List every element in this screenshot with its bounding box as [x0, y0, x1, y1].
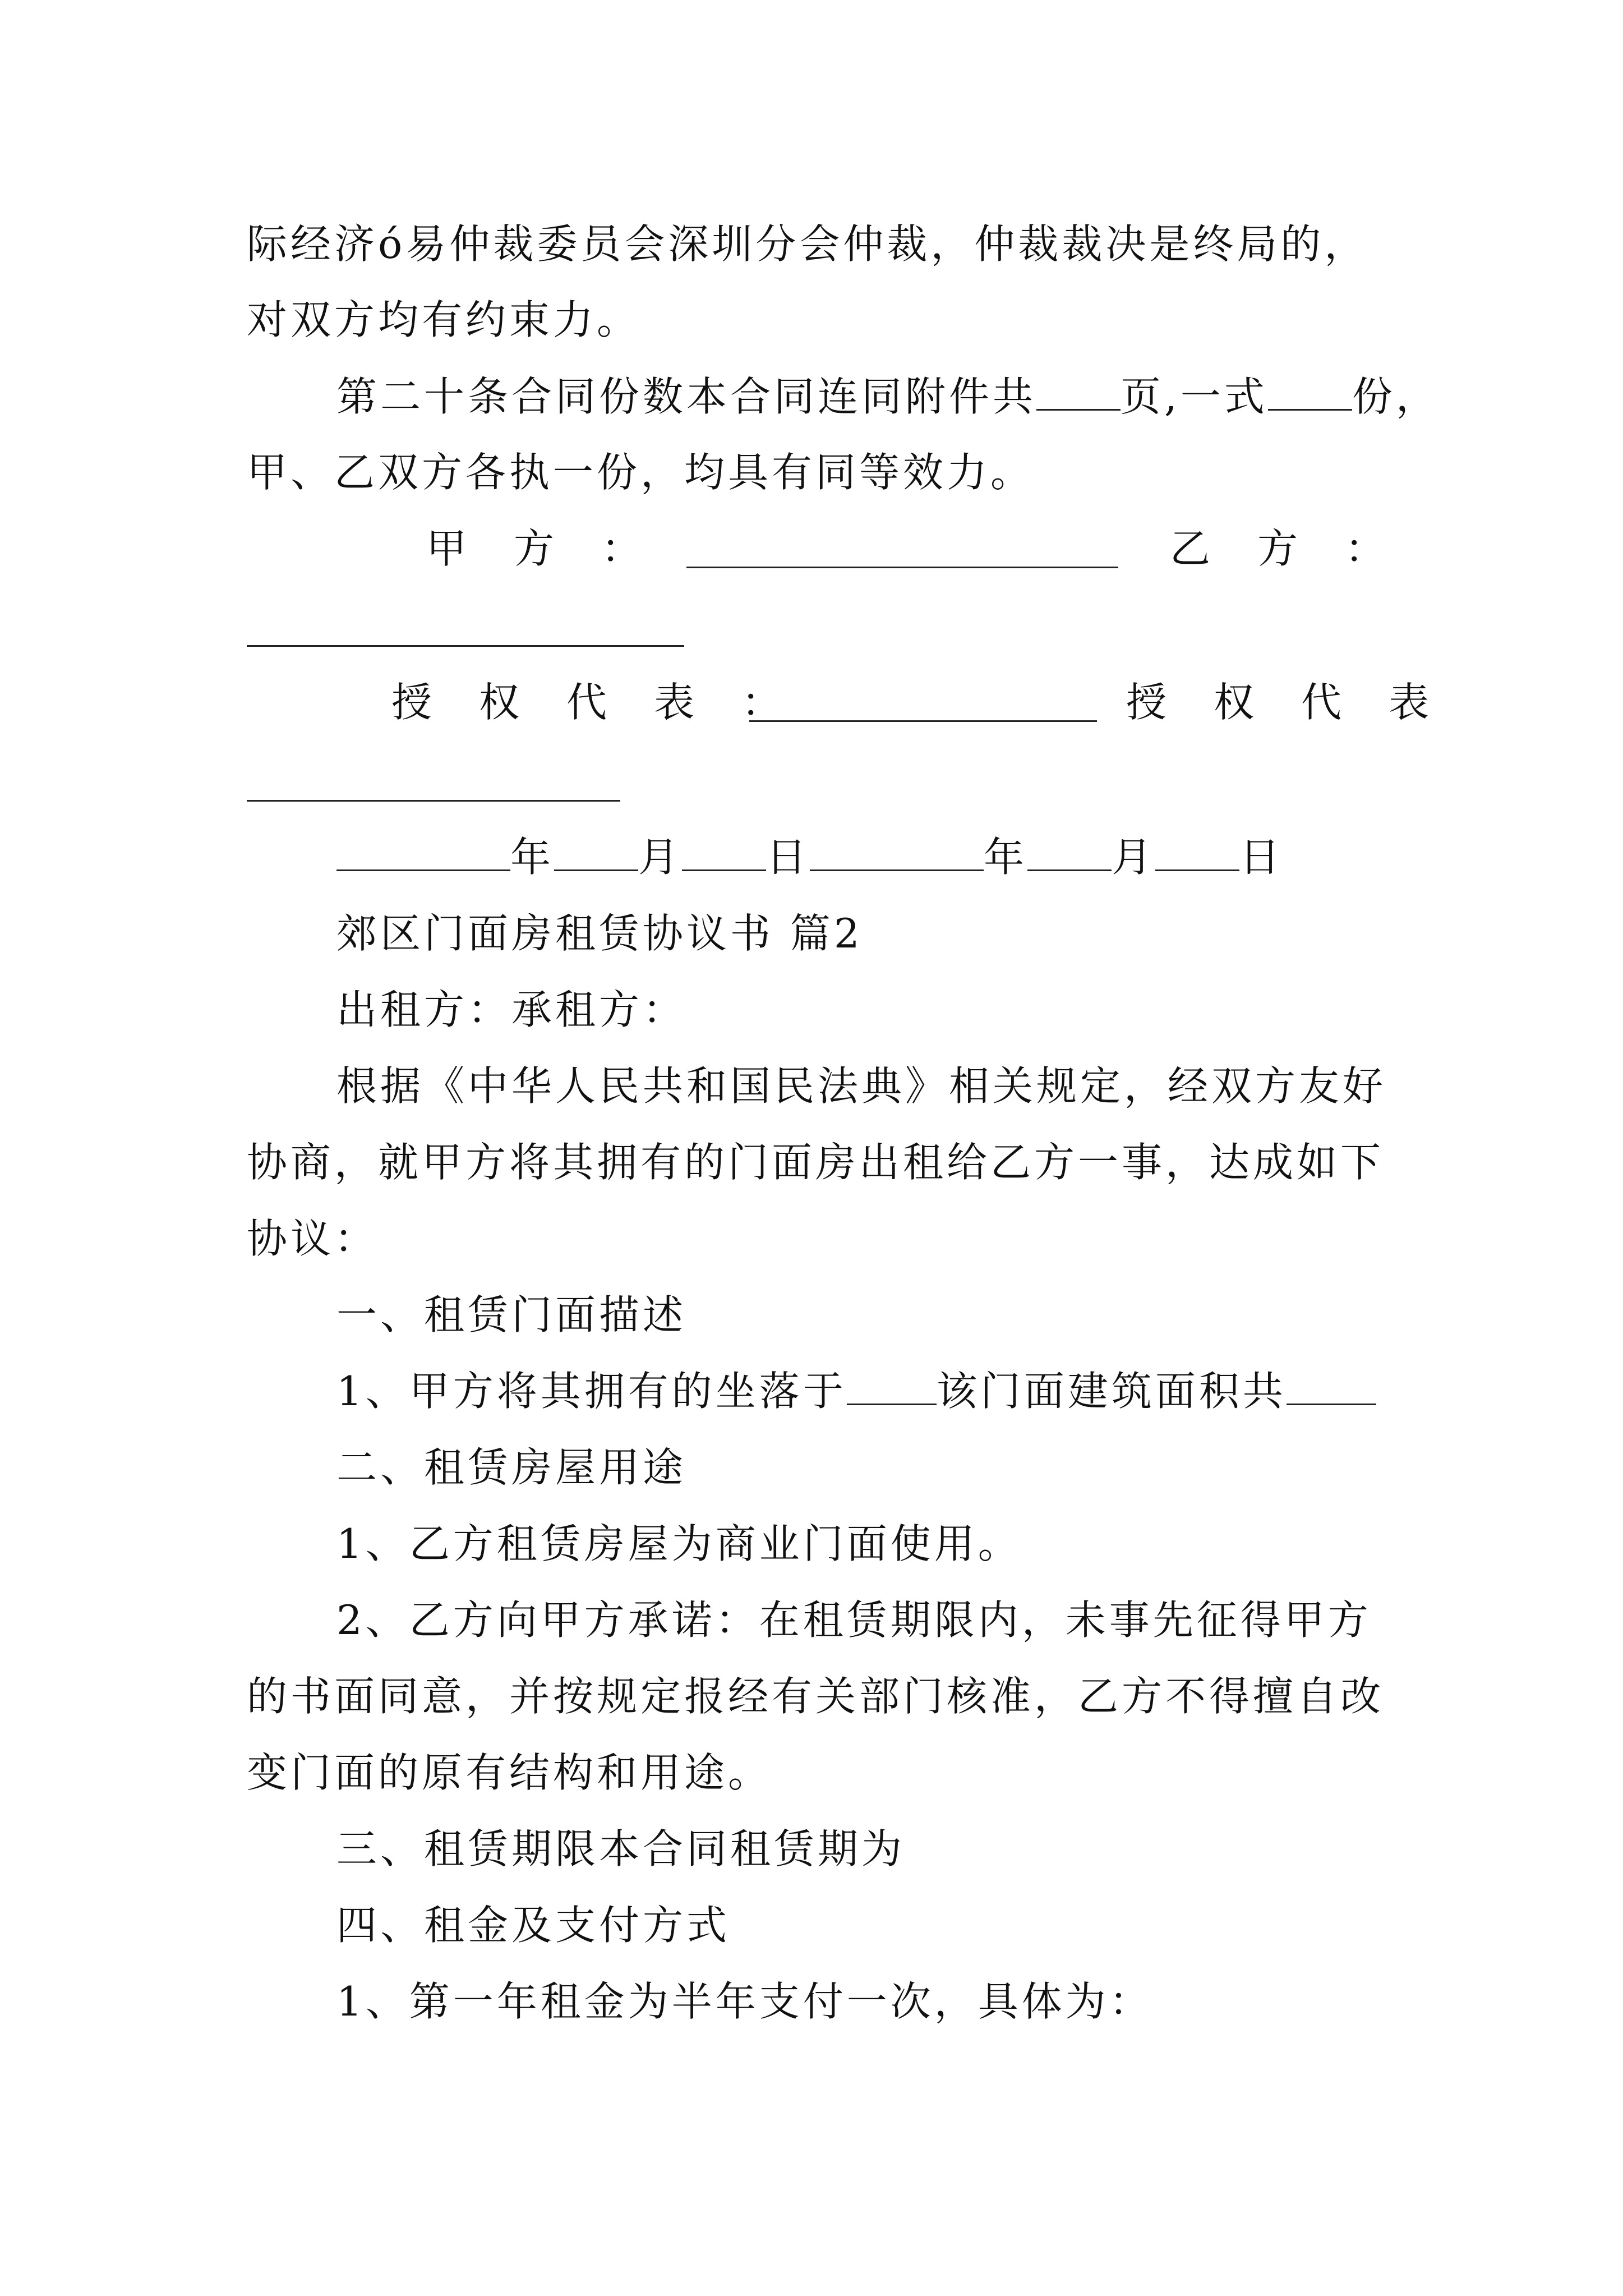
agreement-2-title: 郊区门面房租赁协议书 篇2 — [336, 910, 863, 957]
day-blank-a — [682, 835, 766, 871]
location-text: 1、甲方将其拥有的坐落于 — [336, 1368, 847, 1415]
year-blank-a — [336, 835, 510, 871]
year-label: 年 — [984, 834, 1028, 881]
pages-blank — [1036, 374, 1121, 411]
copies-text: 页,一式 — [1121, 373, 1268, 420]
section-1-item-1 — [336, 1363, 1376, 1419]
day-label: 日 — [766, 834, 810, 881]
contract-text-line: 际经济ó易仲裁委员会深圳分会仲裁，仲裁裁决是终局的， — [247, 220, 1368, 268]
date-line — [336, 829, 1283, 885]
copies-suffix: 份， — [1352, 373, 1440, 420]
contract-text-line: 甲、乙双方各执一份，均具有同等效力。 — [247, 449, 1035, 496]
party-a-label: 甲 方 ： — [426, 525, 645, 572]
section-2-item-2: 2、乙方向甲方承诺：在租赁期限内，未事先征得甲方 — [336, 1596, 1372, 1644]
article-20-text: 第二十条合同份数本合同连同附件共 — [336, 373, 1037, 420]
rep-a-signature-line — [749, 720, 1097, 722]
rep-a-label: 授 权 代 表 ： — [391, 679, 786, 726]
intro-paragraph-line: 根据《中华人民共和国民法典》相关规定，经双方友好 — [336, 1062, 1387, 1110]
party-a-signature-line — [686, 567, 1118, 568]
section-2-item-1: 1、乙方租赁房屋为商业门面使用。 — [336, 1520, 1022, 1567]
rep-b-signature-line — [247, 800, 620, 802]
month-label: 月 — [638, 834, 683, 881]
party-b-label: 乙 方 ： — [1170, 525, 1389, 572]
lessor-lessee-line: 出租方：承租方： — [336, 986, 687, 1033]
area-text: 该门面建筑面积共 — [936, 1368, 1287, 1415]
section-3-title: 三、租赁期限本合同租赁期为 — [336, 1825, 906, 1872]
section-2-title: 二、租赁房屋用途 — [336, 1444, 687, 1491]
copies-blank — [1268, 374, 1352, 411]
rep-b-label: 授 权 代 表 — [1126, 679, 1433, 726]
party-b-signature-line — [247, 645, 684, 647]
section-2-item-2-cont: 的书面同意，并按规定报经有关部门核准，乙方不得擅自改 — [247, 1673, 1385, 1720]
contract-text-line: 对双方均有约束力。 — [247, 296, 641, 343]
year-blank-b — [810, 835, 984, 871]
day-label: 日 — [1239, 834, 1284, 881]
intro-paragraph-line: 协议： — [247, 1215, 379, 1262]
area-blank — [1287, 1369, 1376, 1405]
month-blank-b — [1027, 835, 1112, 871]
article-20-line — [336, 369, 1440, 425]
section-1-title: 一、租赁门面描述 — [336, 1291, 687, 1338]
section-4-item-1: 1、第一年租金为半年支付一次，具体为： — [336, 1978, 1153, 2025]
year-label: 年 — [510, 834, 555, 881]
section-4-title: 四、租金及支付方式 — [336, 1902, 731, 1949]
month-label: 月 — [1112, 834, 1156, 881]
intro-paragraph-line: 协商，就甲方将其拥有的门面房出租给乙方一事，达成如下 — [247, 1139, 1385, 1186]
location-blank — [847, 1369, 937, 1405]
day-blank-b — [1155, 835, 1239, 871]
month-blank-a — [554, 835, 638, 871]
section-2-item-2-cont: 变门面的原有结构和用途。 — [247, 1749, 772, 1796]
